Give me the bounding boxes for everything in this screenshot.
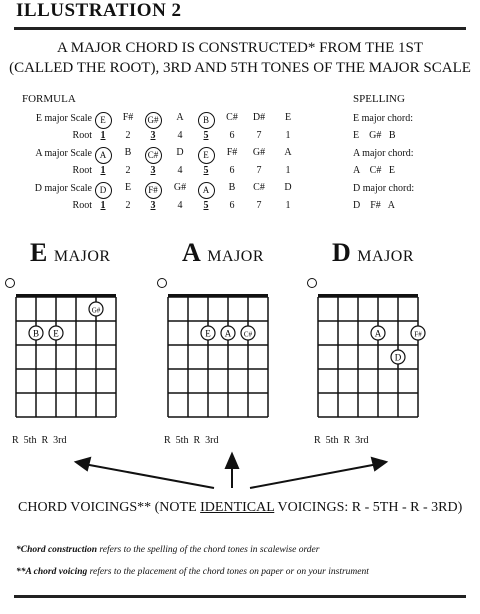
scale-note — [143, 147, 163, 164]
scale-degree: 5 — [203, 165, 209, 176]
chord-voicings-note — [18, 500, 462, 516]
footnote-2-term: **A chord voicing — [16, 567, 88, 577]
note: F# — [122, 112, 134, 123]
scale-degree: 2 — [125, 165, 131, 176]
chord-title — [332, 238, 414, 268]
voicing-label: R 5th R 3rd — [12, 435, 67, 446]
scale-note — [196, 147, 216, 164]
scale-degree: 5 — [203, 130, 209, 141]
open-string-marker — [5, 278, 15, 288]
open-string-marker — [157, 278, 167, 288]
arrows — [0, 440, 480, 500]
scale-note — [93, 112, 113, 129]
scale-note — [170, 182, 190, 193]
note: B — [228, 182, 236, 193]
root-label: Root — [72, 165, 92, 176]
arrow-left — [84, 464, 214, 488]
finger-dot-label: E — [205, 328, 211, 339]
root-label: Root — [72, 200, 92, 211]
circled-note: F# — [145, 182, 162, 199]
chord-title — [182, 238, 264, 268]
scale-degree: 3 — [150, 200, 156, 211]
circled-note: A — [95, 147, 112, 164]
note: G# — [252, 147, 266, 158]
scale-note — [143, 182, 163, 199]
voicings-prefix: CHORD VOICINGS** (NOTE — [18, 500, 201, 515]
circled-note: E — [95, 112, 112, 129]
fretboard — [312, 283, 452, 433]
scale-note — [249, 182, 269, 193]
scale-degree: 6 — [229, 165, 235, 176]
spelling-notes: A C# E — [353, 165, 395, 176]
finger-dot-label: G# — [91, 306, 101, 315]
scale-note — [93, 147, 113, 164]
finger-dot-label: B — [32, 328, 40, 339]
scale-note — [278, 112, 298, 123]
scale-note — [278, 182, 298, 193]
scale-note — [222, 112, 242, 123]
fretboard — [162, 283, 302, 433]
voicing-label: R 5th R 3rd — [164, 435, 219, 446]
scale-degree: 3 — [150, 130, 156, 141]
scale-degree: 7 — [256, 130, 262, 141]
chord-letter: A — [182, 238, 202, 267]
note: E — [124, 182, 132, 193]
footnote-2 — [16, 567, 369, 577]
chord-quality: MAJOR — [357, 248, 415, 265]
page-title: ILLUSTRATION 2 — [16, 0, 182, 21]
note: C# — [226, 112, 238, 123]
scale-note — [118, 147, 138, 158]
top-rule — [14, 27, 466, 30]
circled-note: G# — [145, 112, 162, 129]
note: D — [284, 182, 292, 193]
scale-degree: 1 — [285, 130, 291, 141]
note: G# — [173, 182, 187, 193]
footnote-1-term: *Chord construction — [16, 545, 98, 555]
scale-degree: 2 — [125, 130, 131, 141]
scale-degree: 1 — [100, 130, 106, 141]
scale-label: E major Scale — [35, 113, 92, 124]
scale-note — [249, 147, 269, 158]
footnote-1-text: refers to the spelling of the chord tones in scalewise order — [97, 545, 320, 555]
scale-label: A major Scale — [35, 148, 92, 159]
scale-note — [196, 112, 216, 129]
circled-note: C# — [145, 147, 162, 164]
circled-note: E — [198, 147, 215, 164]
scale-note — [143, 112, 163, 129]
footnote-1 — [16, 545, 319, 555]
scale-degree: 1 — [100, 200, 106, 211]
scale-note — [170, 147, 190, 158]
scale-note — [196, 182, 216, 199]
arrow-right-head — [372, 458, 386, 470]
scale-degree: 2 — [125, 200, 131, 211]
fretboard — [10, 283, 150, 433]
root-label: Root — [72, 130, 92, 141]
spelling-heading: SPELLING — [353, 93, 405, 105]
scale-degree: 1 — [285, 200, 291, 211]
scale-degree: 4 — [177, 165, 183, 176]
circled-note: A — [198, 182, 215, 199]
intro-line-1: A MAJOR CHORD IS CONSTRUCTED* FROM THE 1ST — [56, 40, 424, 56]
arrow-middle-head — [226, 454, 238, 468]
open-string-marker — [307, 278, 317, 288]
chord-letter: D — [332, 238, 352, 267]
note: D# — [252, 112, 266, 123]
finger-dot-label: D — [394, 352, 402, 363]
spelling-notes: D F# A — [353, 200, 395, 211]
scale-note — [93, 182, 113, 199]
scale-note — [222, 182, 242, 193]
scale-note — [118, 112, 138, 123]
note: A — [176, 112, 184, 123]
chord-title — [30, 238, 111, 268]
scale-label: D major Scale — [34, 183, 92, 194]
scale-note — [118, 182, 138, 193]
arrow-right — [250, 464, 378, 488]
scale-degree: 4 — [177, 200, 183, 211]
scale-degree: 6 — [229, 130, 235, 141]
chord-quality: MAJOR — [207, 248, 265, 265]
scale-note — [222, 147, 242, 158]
finger-dot-label: F# — [414, 330, 422, 339]
finger-dot-label: E — [53, 328, 59, 339]
scale-degree: 3 — [150, 165, 156, 176]
arrow-left-head — [76, 458, 90, 470]
finger-dot-label: C# — [243, 330, 253, 339]
note: B — [124, 147, 132, 158]
voicings-identical: IDENTICAL — [200, 500, 275, 515]
scale-degree: 6 — [229, 200, 235, 211]
note: E — [284, 112, 292, 123]
scale-degree: 4 — [177, 130, 183, 141]
spelling-label: A major chord: — [353, 148, 414, 159]
circled-note: B — [198, 112, 215, 129]
note: F# — [226, 147, 238, 158]
finger-dot-label: A — [374, 328, 382, 339]
note: A — [284, 147, 292, 158]
voicings-suffix: VOICINGS: R - 5TH - R - 3RD) — [274, 500, 463, 515]
scale-note — [249, 112, 269, 123]
note: D — [176, 147, 184, 158]
intro-line-2: (CALLED THE ROOT), 3RD AND 5TH TONES OF THE MAJOR SCALE — [9, 60, 471, 76]
circled-note: D — [95, 182, 112, 199]
spelling-label: E major chord: — [353, 113, 413, 124]
spelling-notes: E G# B — [353, 130, 396, 141]
scale-degree: 5 — [203, 200, 209, 211]
scale-degree: 1 — [100, 165, 106, 176]
scale-degree: 7 — [256, 200, 262, 211]
scale-degree: 1 — [285, 165, 291, 176]
scale-note — [278, 147, 298, 158]
chord-letter: E — [30, 238, 48, 267]
spelling-label: D major chord: — [353, 183, 415, 194]
bottom-rule — [14, 595, 466, 598]
formula-heading: FORMULA — [22, 93, 76, 105]
scale-note — [170, 112, 190, 123]
chord-quality: MAJOR — [53, 248, 111, 265]
voicing-label: R 5th R 3rd — [314, 435, 369, 446]
finger-dot-label: A — [224, 328, 232, 339]
note: C# — [253, 182, 265, 193]
footnote-2-text: refers to the placement of the chord tones on paper or on your instrument — [87, 567, 369, 577]
scale-degree: 7 — [256, 165, 262, 176]
